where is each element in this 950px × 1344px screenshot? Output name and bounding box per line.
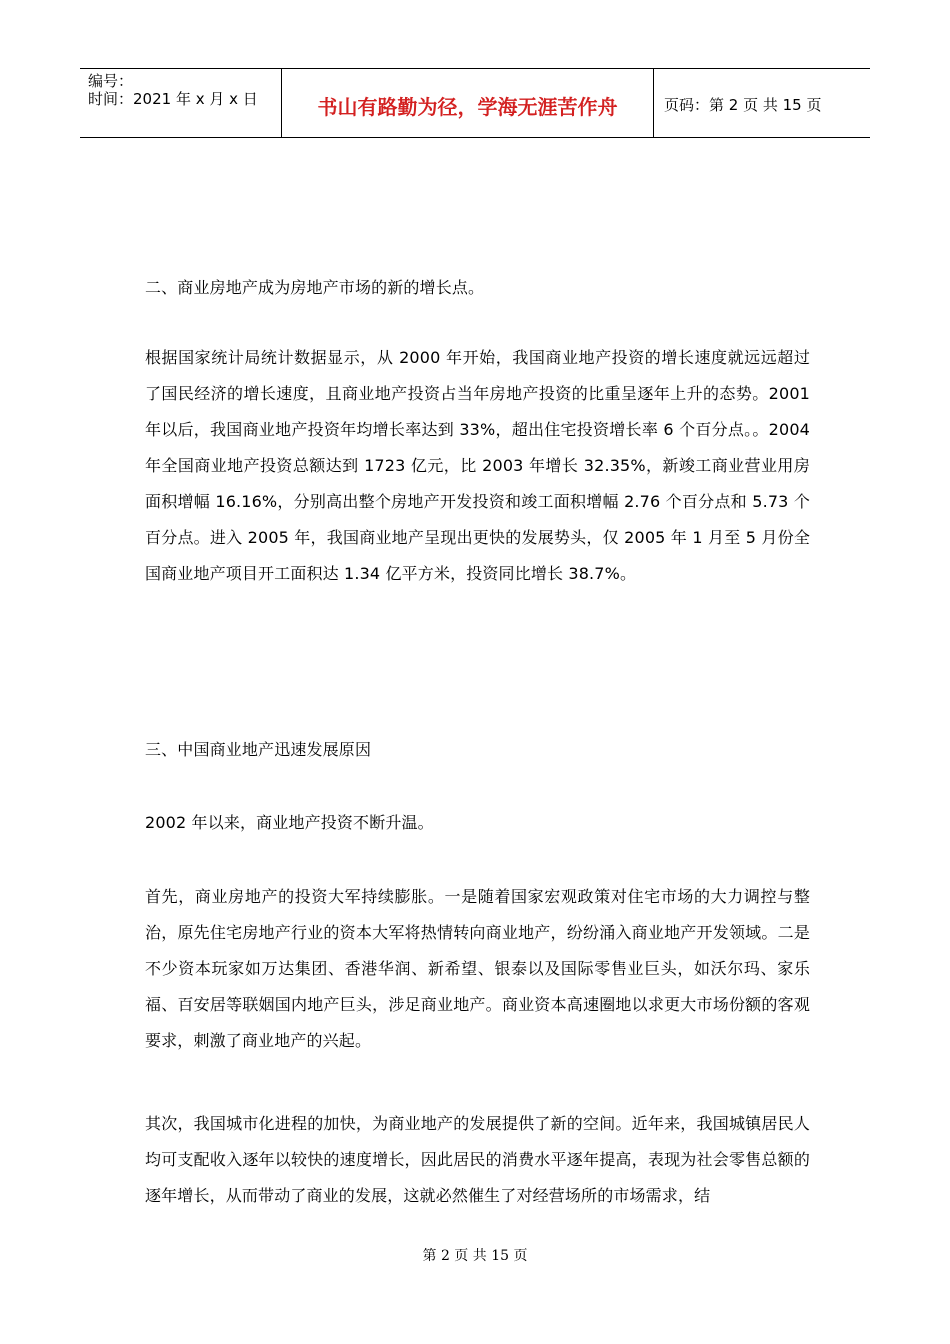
header-motto: 书山有路勤为径，学海无涯苦作舟 [282,69,654,137]
section-2-title: 二、商业房地产成为房地产市场的新的增长点。 [145,278,485,297]
paragraph-second-reason: 其次，我国城市化进程的加快，为商业地产的发展提供了新的空间。近年来，我国城镇居民人均可支配收入逐年以较快的速度增长，因此居民的消费水平逐年提高，表现为社会零售总额的逐年增长，从而带动了商业的发展，这就必然催生了对经营场所的市场需求，结 [145,1114,810,1205]
time-label: 时间：2021 年 x 月 x 日 [88,90,258,108]
section-3-title: 三、中国商业地产迅速发展原因 [145,740,372,759]
number-label: 编号： [88,72,134,90]
header-page-info: 页码：第 2 页 共 15 页 [664,95,822,114]
page-footer: 第 2 页 共 15 页 [422,1248,528,1264]
section-3-intro: 2002 年以来，商业地产投资不断升温。 [145,813,434,832]
section-2-paragraph: 根据国家统计局统计数据显示，从 2000 年开始，我国商业地产投资的增长速度就远远超过了国民经济的增长速度，且商业地产投资占当年房地产投资的比重呈逐年上升的态势。2001 年以后，我国商业地产投资年均增长率达到 33%，超出住宅投资增长率 6 个百分点。。2004 年全国商业地产投资总额达到 1723 亿元，比 2003 年增长 32.35%，新竣工商业营业用房面积增幅 16.16%，分别高出整个房地产开发投资和竣工面积增幅 2.76 个百分点和 5.73 个百分点。进入 2005 年，我国商业地产呈现出更快的发展势头，仅 2005 年 1 月至 5 月份全国商业地产项目开工面积达 1.34 亿平方米，投资同比增长 38.7%。 [145,348,810,583]
paragraph-first-reason: 首先，商业房地产的投资大军持续膨胀。一是随着国家宏观政策对住宅市场的大力调控与整治，原先住宅房地产行业的资本大军将热情转向商业地产，纷纷涌入商业地产开发领域。二是不少资本玩家如万达集团、香港华润、新希望、银泰以及国际零售业巨头，如沃尔玛、家乐福、百安居等联姻国内地产巨头，涉足商业地产。商业资本高速圈地以求更大市场份额的客观要求，刺激了商业地产的兴起。 [145,887,810,1050]
document-header [80,68,870,138]
header-meta [80,69,282,137]
